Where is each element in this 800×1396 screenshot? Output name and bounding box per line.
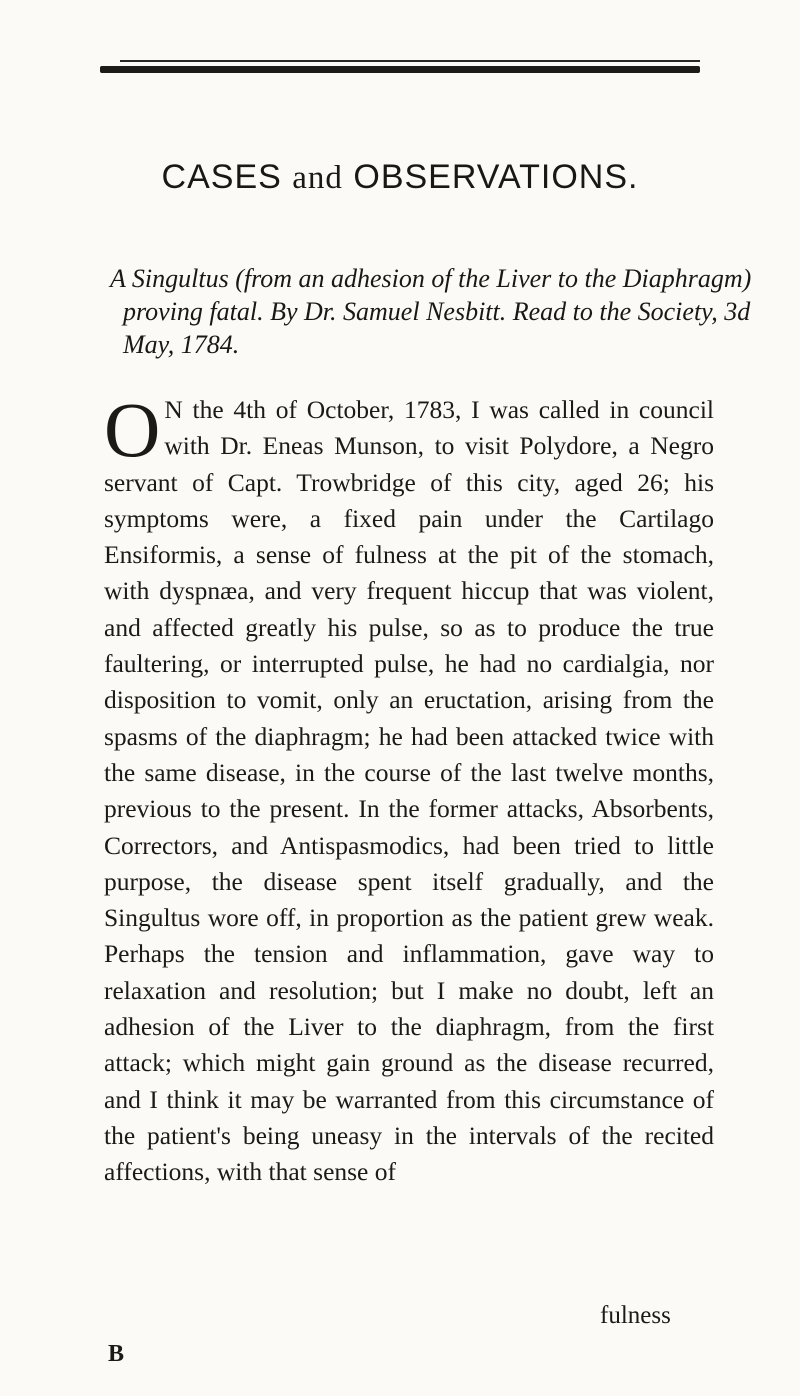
drop-capital: O (104, 386, 161, 473)
section-heading (0, 158, 800, 197)
signature-mark: B (108, 1341, 125, 1367)
body-paragraph (104, 386, 714, 1191)
top-rule-thick (100, 66, 700, 73)
catchword: fulness (600, 1302, 671, 1329)
heading-rest: OBSERVATIONS. (353, 158, 639, 196)
top-ornamental-rule (100, 58, 700, 80)
top-rule-thin (120, 60, 700, 62)
heading-main: CASES (161, 158, 282, 196)
heading-and: and (292, 160, 343, 196)
body-text: N the 4th of October, 1783, I was called in council with Dr. Eneas Munson, to visit Polydore, a Negro servant of Capt. Trowbridge of this city, aged 26; his symptoms were, a fixed pain under the Cartilago Ensiformis, a sense of fulness at the pit of the stomach, with dyspnæa, and very frequent hiccup that was violent, and affected greatly his pulse, so as to produce the true faultering, or interrupted pulse, he had no cardialgia, nor disposition to vomit, only an eructation, arising from the spasms of the diaphragm; he had been attacked twice with the same disease, in the course of the last twelve months, previous to the present. In the former attacks, Absorbents, Correctors, and Antispasmodics, had been tried to little purpose, the disease spent itself gradually, and the Singultus wore off, in proportion as the patient grew weak. Perhaps the tension and inflammation, gave way to relaxation and resolution; but I make no doubt, left an adhesion of the Liver to the diaphragm, from the first attack; which might gain ground as the disease recurred, and I think it may be warranted from this circumstance of the patient's being uneasy in the intervals of the recited affections, with that sense of (104, 395, 714, 1187)
article-title: A Singultus (from an adhesion of the Liver to the Diaphragm) proving fatal. By Dr. Samuel Nesbitt. Read to the Society, 3d May, 1784. (110, 264, 752, 359)
